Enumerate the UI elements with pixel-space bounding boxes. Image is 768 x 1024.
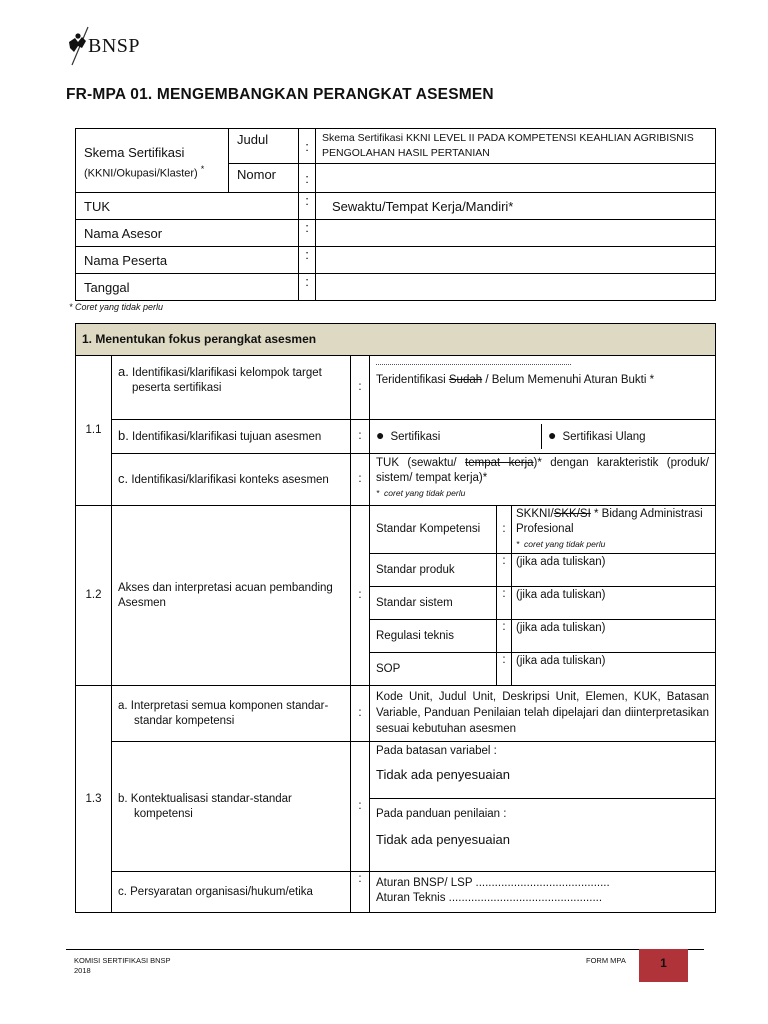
item-1-3-b-text: b. Kontektualisasi standar-standar kompetensi <box>118 792 292 820</box>
dotted-line <box>376 360 571 365</box>
value-1-1-c-strike: tempat kerja <box>465 457 534 469</box>
section-heading: 1. Menentukan fokus perangkat asesmen <box>76 324 716 356</box>
batasan-variabel-cell <box>370 742 715 798</box>
item-1-1-a-text: Identifikasi/klarifikasi kelompok target peserta sertifikasi <box>132 367 322 394</box>
panduan-penilaian-cell <box>370 798 715 855</box>
footer-org <box>74 956 171 976</box>
page-title: FR-MPA 01. MENGEMBANGKAN PERANGKAT ASESMEN <box>66 86 494 103</box>
sk-value-2: * Bidang Administrasi Profesional <box>516 508 703 535</box>
batasan-variabel-value[interactable]: Tidak ada penyesuaian <box>376 767 510 782</box>
nomor-colon: : <box>299 164 316 193</box>
item-1-3-b <box>112 742 351 872</box>
colon: : <box>351 506 370 686</box>
aturan-bnsp[interactable]: Aturan BNSP/ LSP .......................................... <box>376 877 610 889</box>
item-1-3-c-text: c. Persyaratan organisasi/hukum/etika <box>118 885 313 898</box>
peserta-colon: : <box>299 247 316 274</box>
item-1-3-a-text: a. Interpretasi semua komponen standar-standar kompetensi <box>118 699 329 727</box>
colon: : <box>351 686 370 742</box>
sk-value-strike: SKK/SI <box>553 508 591 520</box>
asesor-colon: : <box>299 220 316 247</box>
colon: : <box>497 587 512 620</box>
row-num-1-1: 1.1 <box>76 356 112 506</box>
footer-year: 2018 <box>74 966 91 975</box>
standar-kompetensi-value <box>512 506 716 554</box>
colon: : <box>351 420 370 454</box>
tuk-label: TUK <box>76 193 299 220</box>
bullet-icon: ● <box>548 427 557 443</box>
item-1-1-a <box>112 356 351 420</box>
value-1-1-a-1: Teridentifikasi <box>376 374 449 386</box>
item-1-1-c <box>112 454 351 506</box>
letter-a: a. <box>118 364 129 379</box>
item-1-2-text: Akses dan interpretasi acuan pembanding Asesmen <box>112 506 351 686</box>
panduan-penilaian-value[interactable]: Tidak ada penyesuaian <box>376 831 510 847</box>
option-sertifikasi-ulang[interactable] <box>542 424 716 449</box>
item-1-3-a <box>112 686 351 742</box>
peserta-value[interactable] <box>316 247 716 274</box>
batasan-variabel-label: Pada batasan variabel : <box>376 745 497 757</box>
standar-sistem-value[interactable]: (jika ada tuliskan) <box>512 587 716 620</box>
item-1-3-b-value <box>370 742 716 872</box>
value-1-1-a <box>370 356 716 420</box>
standar-produk-value[interactable]: (jika ada tuliskan) <box>512 554 716 587</box>
item-1-1-b <box>112 420 351 454</box>
colon: : <box>351 872 370 913</box>
option-sertifikasi-label: Sertifikasi <box>390 431 441 443</box>
aturan-teknis[interactable]: Aturan Teknis ................................................ <box>376 892 603 904</box>
colon: : <box>497 620 512 653</box>
bnsp-logo <box>66 26 146 68</box>
tuk-value[interactable]: Sewaktu/Tempat Kerja/Mandiri* <box>316 193 716 220</box>
tanggal-value[interactable] <box>316 274 716 301</box>
section-1-table <box>75 323 716 913</box>
value-1-1-c-note: coret yang tidak perlu <box>384 488 466 498</box>
logo-text: BNSP <box>88 35 141 57</box>
nomor-label: Nomor <box>229 164 299 193</box>
regulasi-teknis-label: Regulasi teknis <box>370 620 497 653</box>
letter-b: b. <box>118 428 129 443</box>
tanggal-colon: : <box>299 274 316 301</box>
judul-value: Skema Sertifikasi KKNI LEVEL II PADA KOMPETENSI KEAHLIAN AGRIBISNIS PENGOLAHAN HASIL PERTANIAN <box>316 129 716 164</box>
standar-kompetensi-label: Standar Kompetensi <box>370 506 497 554</box>
sk-note: coret yang tidak perlu <box>524 539 606 549</box>
colon: : <box>351 742 370 872</box>
regulasi-teknis-value[interactable]: (jika ada tuliskan) <box>512 620 716 653</box>
letter-c: c. <box>118 471 129 486</box>
value-1-1-c-2: )* dengan karakteristik (produk/ sistem/ tempat kerja)* <box>376 457 709 484</box>
asesor-value[interactable] <box>316 220 716 247</box>
peserta-label: Nama Peserta <box>76 247 299 274</box>
footer-divider <box>66 949 704 950</box>
asesor-label: Nama Asesor <box>76 220 299 247</box>
judul-label: Judul <box>229 129 299 164</box>
bullet-icon: ● <box>376 427 385 443</box>
item-1-3-a-value: Kode Unit, Judul Unit, Deskripsi Unit, Elemen, KUK, Batasan Variable, Panduan Penilaian telah dipelajari dan diinterpretasikan sesuai kebutuhan asesmen <box>370 686 716 742</box>
item-1-3-c <box>112 872 351 913</box>
row-num-1-2: 1.2 <box>76 506 112 686</box>
skema-sub: (KKNI/Okupasi/Klaster) <box>84 167 198 180</box>
sop-label: SOP <box>370 653 497 686</box>
page-number: 1 <box>639 949 688 982</box>
value-1-1-a-strike: Sudah <box>448 374 483 386</box>
value-1-1-c <box>370 454 716 506</box>
header-info-table <box>75 128 716 301</box>
item-1-1-b-text: Identifikasi/klarifikasi tujuan asesmen <box>132 431 322 443</box>
sk-value-1: SKKNI/ <box>516 508 554 520</box>
standar-produk-label: Standar produk <box>370 554 497 587</box>
option-sertifikasi-ulang-label: Sertifikasi Ulang <box>562 431 646 443</box>
item-1-1-c-text: Identifikasi/klarifikasi konteks asesmen <box>131 474 329 486</box>
value-1-1-b <box>370 420 716 454</box>
tanggal-label: Tanggal <box>76 274 299 301</box>
colon: : <box>497 554 512 587</box>
nomor-value[interactable] <box>316 164 716 193</box>
footer-form-name: FORM MPA <box>586 956 626 965</box>
standar-sistem-label: Standar sistem <box>370 587 497 620</box>
row-num-1-3: 1.3 <box>76 686 112 913</box>
colon: : <box>497 506 512 554</box>
sop-value[interactable]: (jika ada tuliskan) <box>512 653 716 686</box>
skema-cell <box>76 129 229 193</box>
note-star: * <box>516 539 520 549</box>
value-1-1-a-2: / Belum Memenuhi Aturan Bukti * <box>482 374 655 386</box>
tuk-colon: : <box>299 193 316 220</box>
skema-star: * <box>200 164 205 175</box>
note-star: * <box>376 488 380 498</box>
item-1-3-c-value <box>370 872 716 913</box>
footer-org-name: KOMISI SERTIFIKASI BNSP <box>74 956 171 965</box>
judul-colon: : <box>299 129 316 164</box>
footnote: * Coret yang tidak perlu <box>69 302 164 312</box>
colon: : <box>351 356 370 420</box>
colon: : <box>497 653 512 686</box>
option-sertifikasi[interactable] <box>370 424 542 449</box>
panduan-penilaian-label: Pada panduan penilaian : <box>376 807 507 820</box>
skema-label: Skema Sertifikasi <box>84 145 185 161</box>
value-1-1-c-1: TUK (sewaktu/ <box>376 457 466 469</box>
colon: : <box>351 454 370 506</box>
